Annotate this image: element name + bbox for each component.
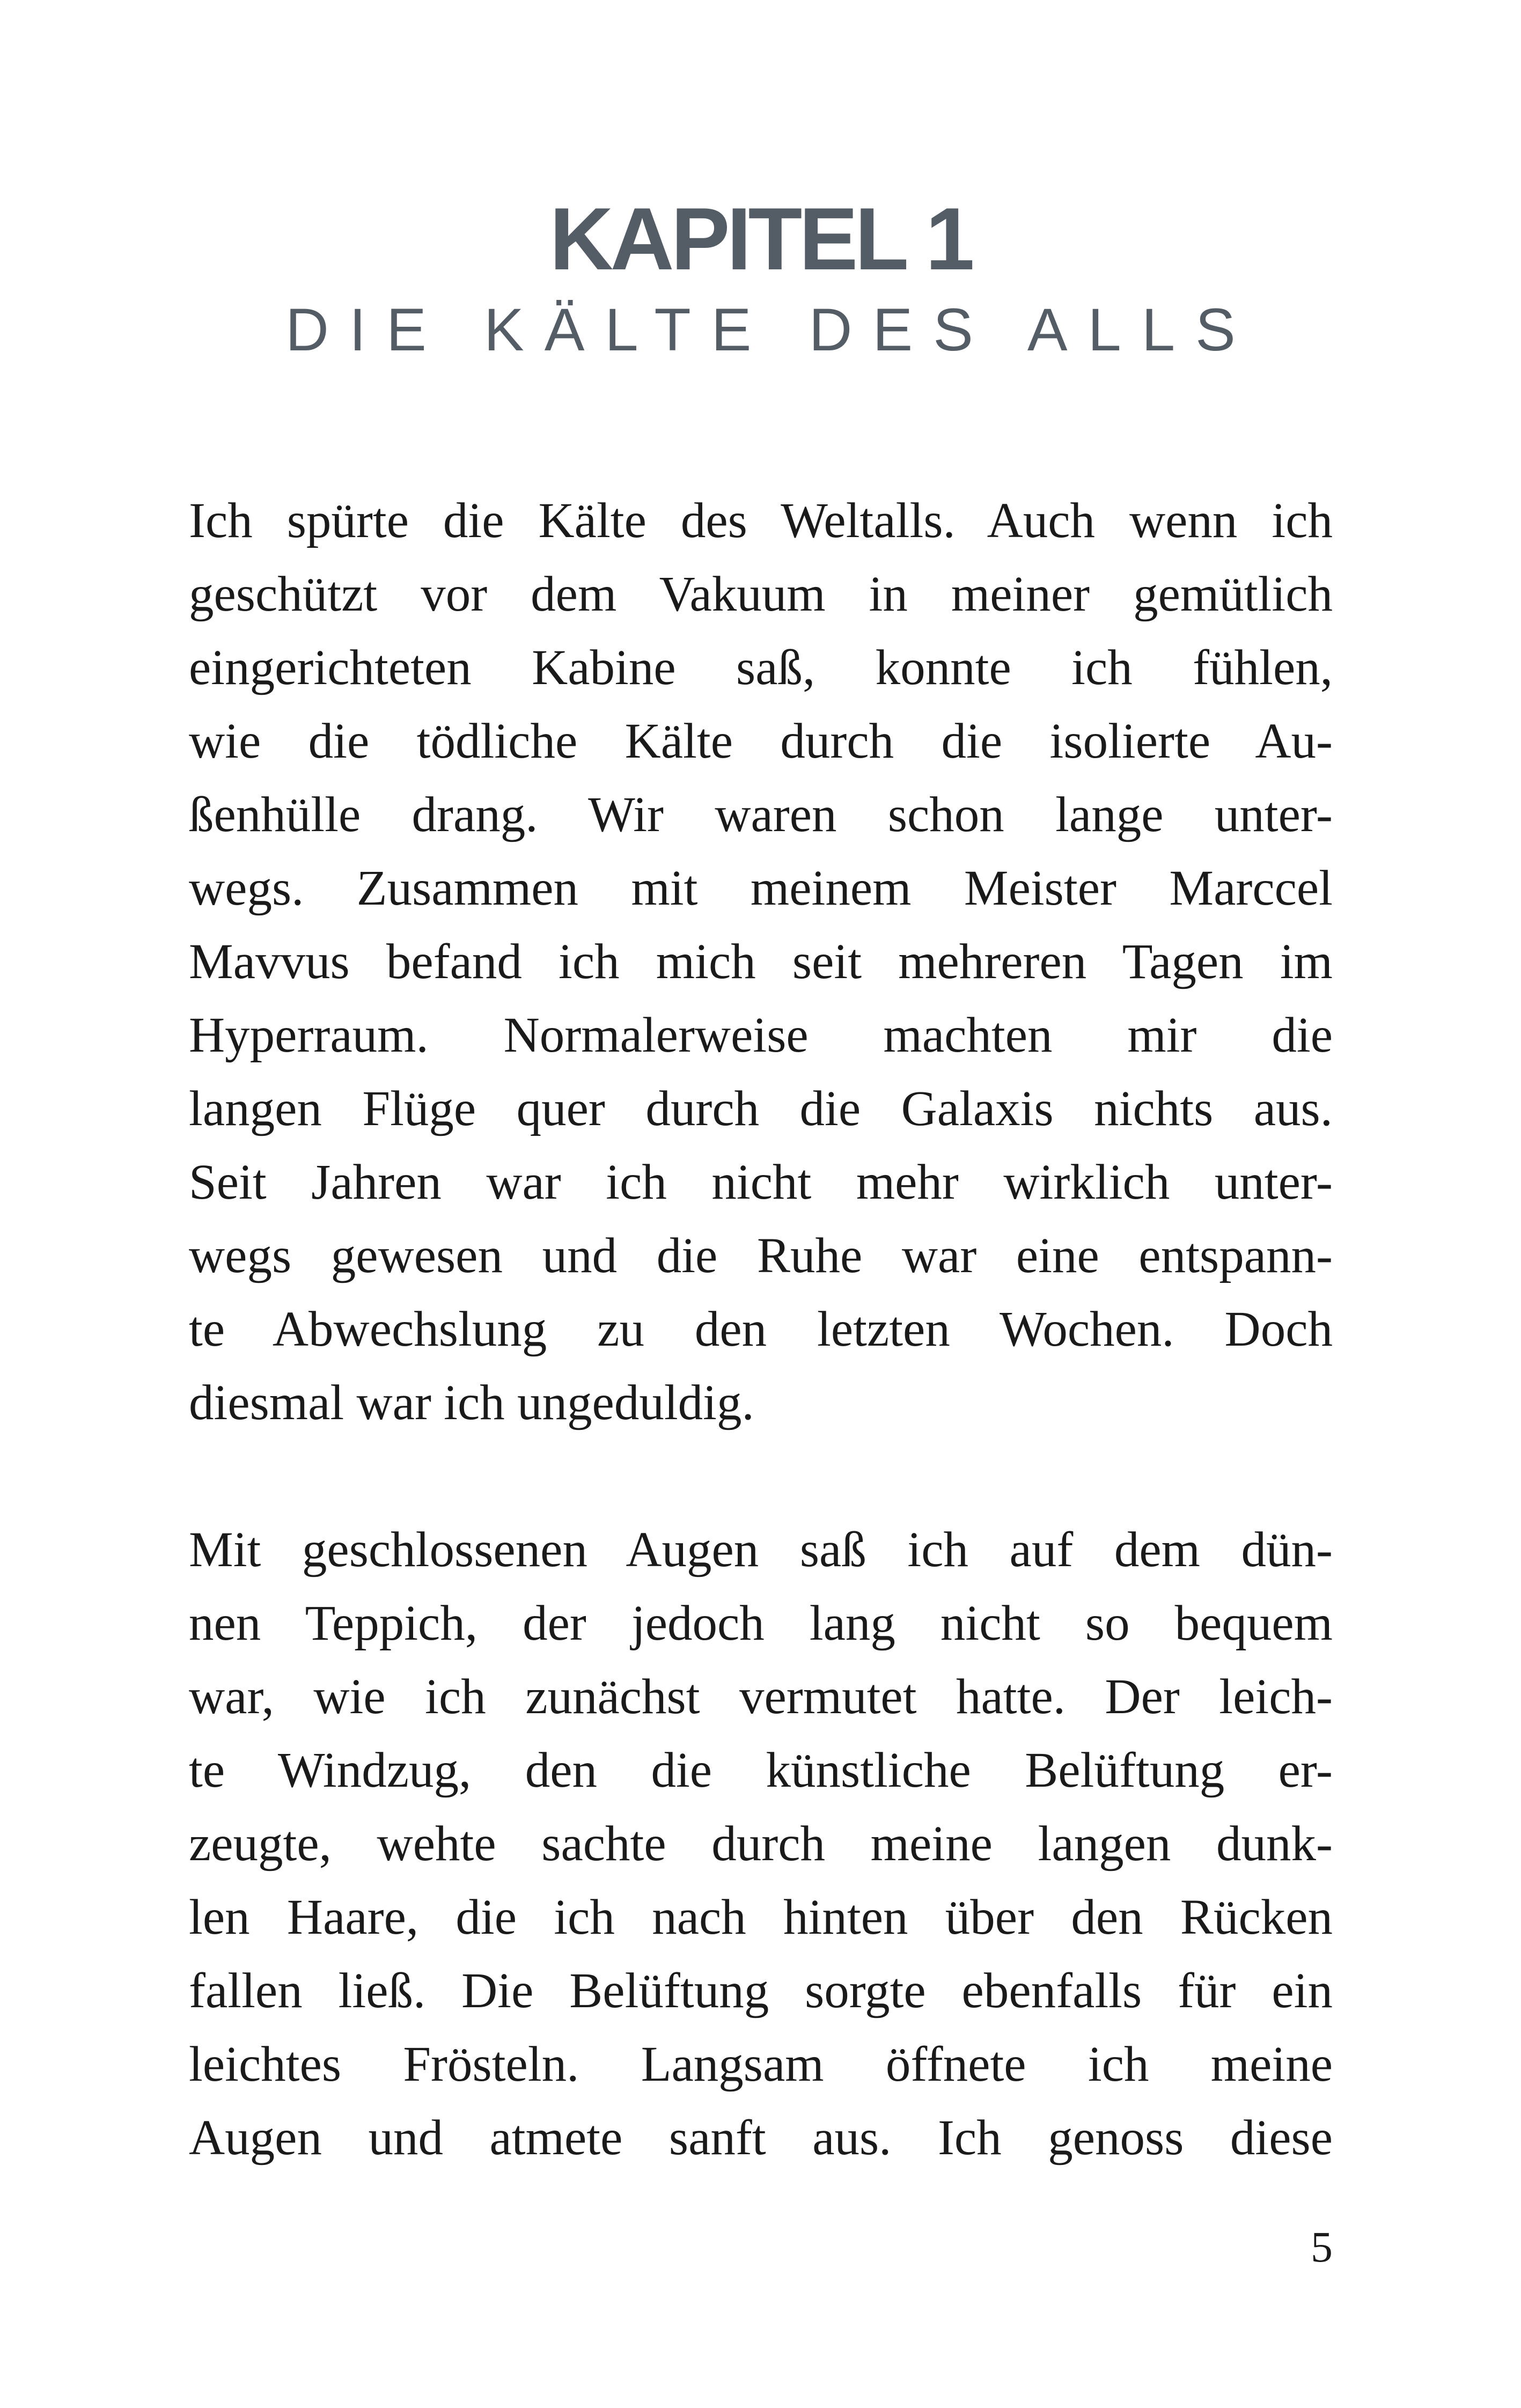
text-line: wegs gewesen und die Ruhe war eine entspann-: [189, 1228, 1333, 1283]
text-line: eingerichteten Kabine saß, konnte ich fühlen,: [189, 640, 1333, 695]
text-line: wie die tödliche Kälte durch die isolierte Au-: [189, 714, 1333, 769]
text-line: geschützt vor dem Vakuum in meiner gemütlich: [189, 567, 1333, 622]
text-line: zeugte, wehte sachte durch meine langen dunk-: [189, 1816, 1333, 1871]
text-line: wegs. Zusammen mit meinem Meister Marccel: [189, 861, 1333, 916]
text-line: langen Flüge quer durch die Galaxis nichts aus.: [189, 1081, 1333, 1136]
text-line: Ich spürte die Kälte des Weltalls. Auch wenn ich: [189, 493, 1333, 548]
paragraph-2: [189, 1513, 1333, 2175]
text-line: leichtes Frösteln. Langsam öffnete ich meine: [189, 2037, 1333, 2092]
paragraph-1: [189, 484, 1333, 1440]
text-line: len Haare, die ich nach hinten über den Rücken: [189, 1890, 1333, 1945]
text-line: nen Teppich, der jedoch lang nicht so bequem: [189, 1596, 1333, 1651]
chapter-number: KAPITEL 1: [549, 189, 972, 288]
text-line: Hyperraum. Normalerweise machten mir die: [189, 1008, 1333, 1063]
text-line: te Windzug, den die künstliche Belüftung er-: [189, 1743, 1333, 1798]
text-line: te Abwechslung zu den letzten Wochen. Doch: [189, 1302, 1333, 1357]
text-line: Augen und atmete sanft aus. Ich genoss diese: [189, 2110, 1333, 2165]
page-number: 5: [1311, 2222, 1333, 2271]
text-line: ßenhülle drang. Wir waren schon lange unter-: [189, 787, 1333, 842]
text-line: war, wie ich zunächst vermutet hatte. Der leich-: [189, 1669, 1333, 1724]
text-line: Seit Jahren war ich nicht mehr wirklich unter-: [189, 1155, 1333, 1210]
text-line: Mit geschlossenen Augen saß ich auf dem dün-: [189, 1522, 1333, 1577]
text-line: diesmal war ich ungeduldig.: [189, 1375, 754, 1430]
chapter-title: DIE KÄLTE DES ALLS: [285, 296, 1256, 363]
text-line: Mavvus befand ich mich seit mehreren Tagen im: [189, 934, 1333, 989]
text-line: fallen ließ. Die Belüftung sorgte ebenfalls für ein: [189, 1963, 1333, 2018]
